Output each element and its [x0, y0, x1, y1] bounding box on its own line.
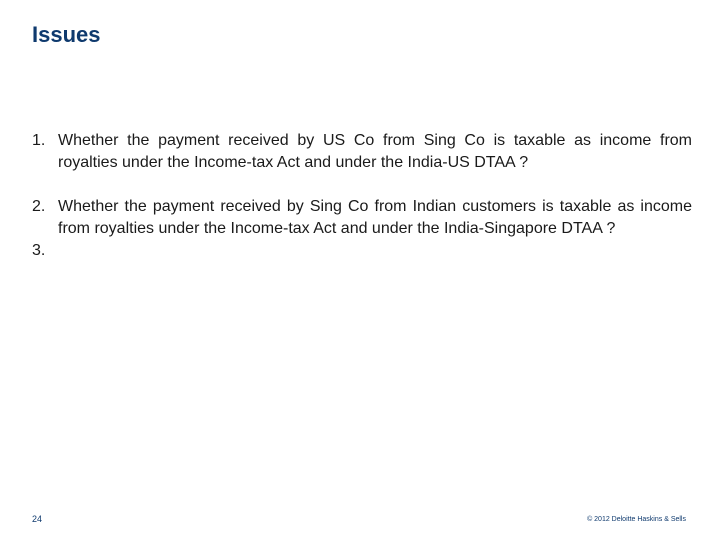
- list-item-text: [58, 240, 692, 262]
- page-title: Issues: [32, 22, 101, 47]
- list-item: [32, 240, 692, 262]
- copyright-notice: © 2012 Deloitte Haskins & Sells: [587, 516, 686, 523]
- list-item: [32, 130, 692, 174]
- list-item-number: 3.: [32, 242, 46, 259]
- list-item-text: Whether the payment received by US Co from Sing Co is taxable as income from royalties under the Income-tax Act and under the India-US DTAA ?: [58, 132, 692, 171]
- list-item-number: 2.: [32, 198, 46, 215]
- list-item-number: 1.: [32, 132, 46, 149]
- list-item-text: Whether the payment received by Sing Co from Indian customers is taxable as income from royalties under the Income-tax Act and under the India-Singapore DTAA ?: [58, 198, 692, 237]
- list-item: [32, 196, 692, 240]
- page-number: 24: [32, 514, 43, 524]
- issues-list: [32, 130, 692, 262]
